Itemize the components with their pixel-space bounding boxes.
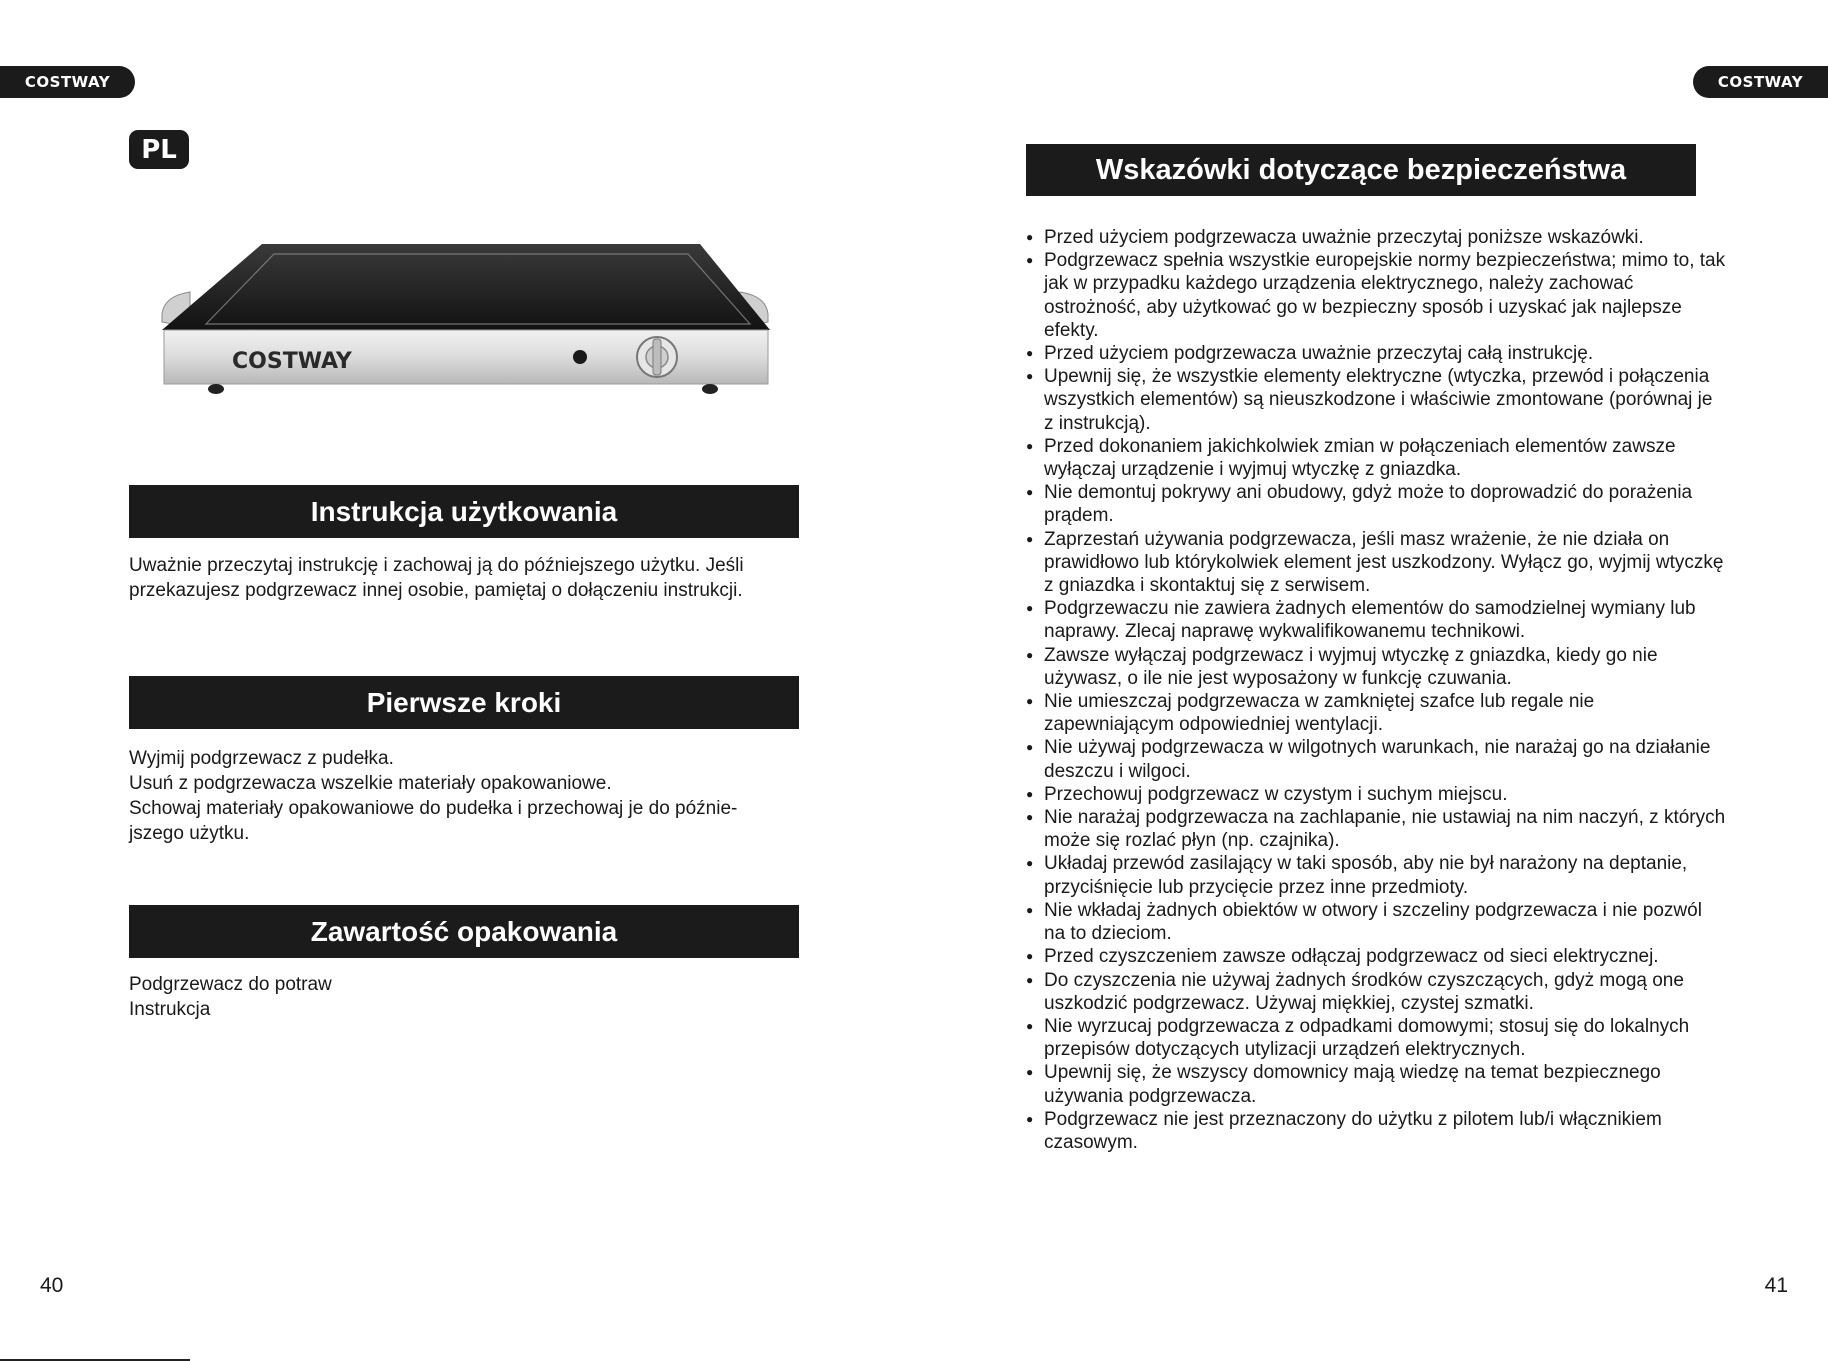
heading-package-contents: Zawartość opakowania xyxy=(129,905,799,958)
foot-right xyxy=(702,384,718,394)
heading-safety: Wskazówki dotyczące bezpieczeństwa xyxy=(1026,144,1696,196)
list-item: ● Do czyszczenia nie używaj żadnych środków czyszczących, gdyż mogą one uszkodzić podgrzewacz. Używaj miękkiej, czystej szmatki. xyxy=(1026,969,1726,1015)
heading-instructions: Instrukcja użytkowania xyxy=(129,485,799,538)
list-item: ● Zawsze wyłączaj podgrzewacz i wyjmuj wtyczkę z gniazdka, kiedy go nie używasz, o ile nie jest wyposażony w funkcję czuwania. xyxy=(1026,644,1726,690)
list-item: ● Nie demontuj pokrywy ani obudowy, gdyż może to doprowadzić do porażenia prądem. xyxy=(1026,481,1726,527)
list-item: ● Przed użyciem podgrzewacza uważnie przeczytaj poniższe wskazówki. xyxy=(1026,226,1726,249)
warming-tray-image xyxy=(150,230,780,400)
package-contents-text: Podgrzewacz do potraw Instrukcja xyxy=(129,974,332,1020)
list-item: ● Przechowuj podgrzewacz w czystym i suchym miejscu. xyxy=(1026,783,1726,806)
list-item: ● Upewnij się, że wszyscy domownicy mają wiedzę na temat bezpiecznego używania podgrzewacza. xyxy=(1026,1061,1726,1107)
language-badge: PL xyxy=(129,130,189,169)
brand-tab-right: COSTWAY xyxy=(1693,66,1828,98)
list-item: ● Nie wyrzucaj podgrzewacza z odpadkami domowymi; stosuj się do lokalnych przepisów dotyczących utylizacji urządzeń elektrycznych. xyxy=(1026,1015,1726,1061)
first-steps-text: Wyjmij podgrzewacz z pudełka. Usuń z podgrzewacza wszelkie materiały opakowaniowe. Schowaj materiały opakowaniowe do pudełka i przechowaj je do późnie- jszego użytku. xyxy=(129,748,738,844)
heading-first-steps: Pierwsze kroki xyxy=(129,676,799,729)
list-item: ● Nie używaj podgrzewacza w wilgotnych warunkach, nie narażaj go na działanie deszczu i wilgoci. xyxy=(1026,736,1726,782)
safety-list xyxy=(1026,226,1726,1154)
list-item: ● Układaj przewód zasilający w taki sposób, aby nie był narażony na deptanie, przyciśnięcie lub przycięcie przez inne przedmioty. xyxy=(1026,852,1726,898)
list-item: ● Podgrzewaczu nie zawiera żadnych elementów do samodzielnej wymiany lub naprawy. Zlecaj naprawę wykwalifikowanemu technikowi. xyxy=(1026,597,1726,643)
indicator-light xyxy=(573,350,587,364)
foot-left xyxy=(208,384,224,394)
body-brand-label: COSTWAY xyxy=(232,349,352,374)
list-item: ● Przed użyciem podgrzewacza uważnie przeczytaj całą instrukcję. xyxy=(1026,342,1726,365)
list-item: ● Podgrzewacz nie jest przeznaczony do użytku z pilotem lub/i włącznikiem czasowym. xyxy=(1026,1108,1726,1154)
instructions-text: Uważnie przeczytaj instrukcję i zachowaj ją do późniejszego użytku. Jeśli przekazujesz podgrzewacz innej osobie, pamiętaj o dołączeniu instrukcji. xyxy=(129,555,744,601)
list-item: ● Nie wkładaj żadnych obiektów w otwory i szczeliny podgrzewacza i nie pozwól na to dzieciom. xyxy=(1026,899,1726,945)
list-item: ● Nie umieszczaj podgrzewacza w zamkniętej szafce lub regale nie zapewniającym odpowiedniej wentylacji. xyxy=(1026,690,1726,736)
page-number-left: 40 xyxy=(40,1274,64,1297)
list-item: ● Upewnij się, że wszystkie elementy elektryczne (wtyczka, przewód i połączenia wszystkich elementów) są nieuszkodzone i właściwie zmontowane (porównaj je z instrukcją). xyxy=(1026,365,1726,435)
list-item: ● Zaprzestań używania podgrzewacza, jeśli masz wrażenie, że nie działa on prawidłowo lub którykolwiek element jest uszkodzony. Wyłącz go, wyjmij wtyczkę z gniazdka i skontaktuj się z serwisem. xyxy=(1026,528,1726,598)
page-number-right: 41 xyxy=(1764,1274,1788,1297)
list-item: ● Nie narażaj podgrzewacza na zachlapanie, nie ustawiaj na nim naczyń, z których może się rozlać płyn (np. czajnika). xyxy=(1026,806,1726,852)
list-item: ● Przed dokonaniem jakichkolwiek zmian w połączeniach elementów zawsze wyłączaj urządzenie i wyjmuj wtyczkę z gniazdka. xyxy=(1026,435,1726,481)
brand-tab-left: COSTWAY xyxy=(0,66,135,98)
glass-top xyxy=(162,244,770,330)
list-item: ● Podgrzewacz spełnia wszystkie europejskie normy bezpieczeństwa; mimo to, tak jak w przypadku każdego urządzenia elektrycznego, należy zachować ostrożność, aby użytkować go w bezpieczny sposób i uzyskać jak najlepsze efekty. xyxy=(1026,249,1726,342)
list-item: ● Przed czyszczeniem zawsze odłączaj podgrzewacz od sieci elektrycznej. xyxy=(1026,945,1726,968)
